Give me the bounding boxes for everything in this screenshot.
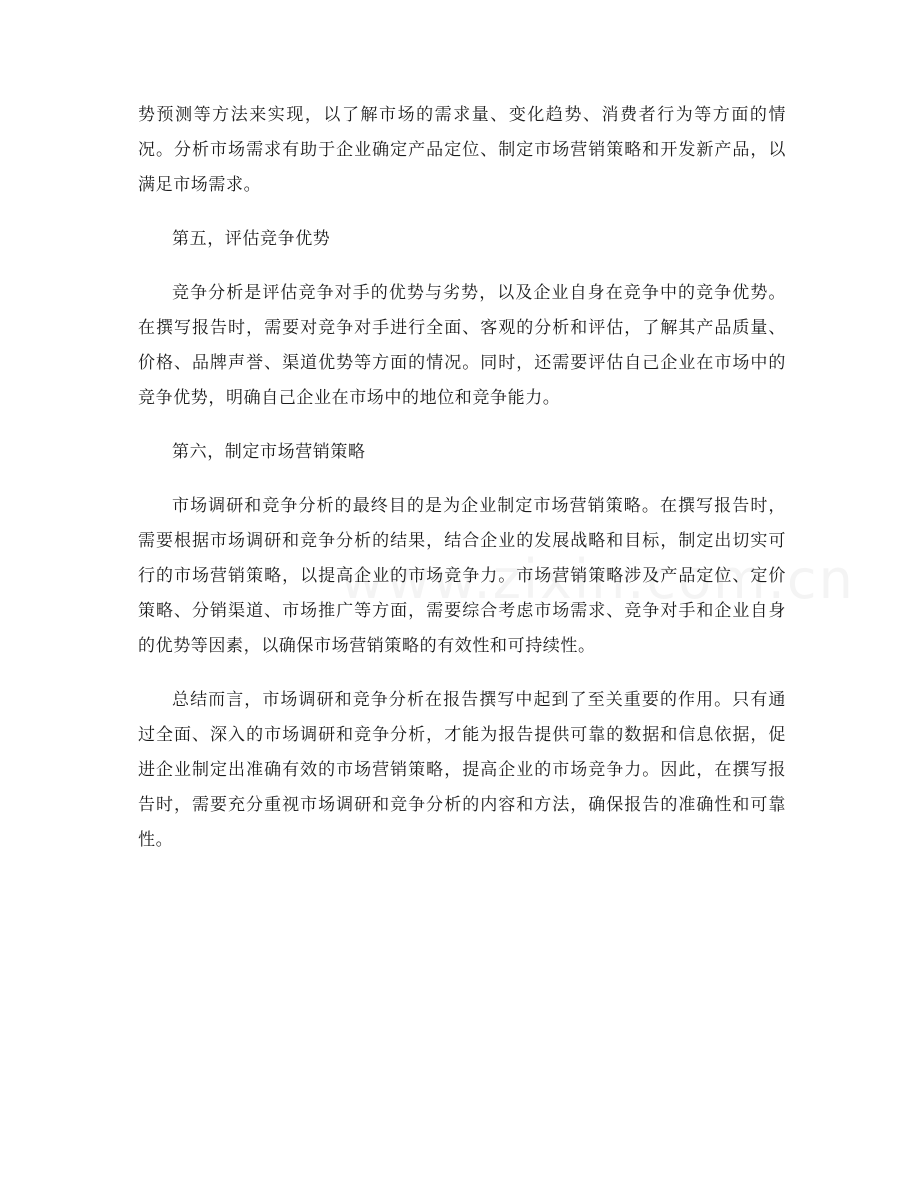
section-heading-5: 第五，评估竞争优势 (172, 229, 331, 249)
paragraph-gap (138, 664, 786, 683)
paragraph-gap (138, 203, 786, 222)
paragraph-competitive-advantage: 竞争分析是评估竞争对手的优势与劣势，以及企业自身在竞争中的竞争优势。在撰写报告时，需要对竞争对手进行全面、客观的分析和评估，了解其产品质量、价格、品牌声誉、渠道优势等方面的情况。同时，还需要评估自己企业在市场中的竞争优势，明确自己企业在市场中的地位和竞争能力。 (138, 283, 786, 408)
paragraph-gap (138, 416, 786, 435)
section-heading-6: 第六，制定市场营销策略 (172, 442, 366, 462)
paragraph-marketing-strategy: 市场调研和竞争分析的最终目的是为企业制定市场营销策略。在撰写报告时，需要根据市场调研和竞争分析的结果，结合企业的发展战略和目标，制定出切实可行的市场营销策略，以提高企业的市场竞争力。市场营销策略涉及产品定位、定价策略、分销渠道、市场推广等方面，需要综合考虑市场需求、竞争对手和企业自身的优势等因素，以确保市场营销策略的有效性和可持续性。 (138, 496, 786, 656)
paragraph-gap (138, 470, 786, 489)
paragraph-market-demand-continued: 势预测等方法来实现，以了解市场的需求量、变化趋势、消费者行为等方面的情况。分析市场需求有助于企业确定产品定位、制定市场营销策略和开发新产品，以满足市场需求。 (138, 105, 786, 195)
document-body (138, 98, 786, 858)
paragraph-summary: 总结而言，市场调研和竞争分析在报告撰写中起到了至关重要的作用。只有通过全面、深入的市场调研和竞争分析，才能为报告提供可靠的数据和信息依据，促进企业制定出准确有效的市场营销策略，提高企业的市场竞争力。因此，在撰写报告时，需要充分重视市场调研和竞争分析的内容和方法，确保报告的准确性和可靠性。 (138, 690, 786, 850)
paragraph-gap (138, 257, 786, 276)
